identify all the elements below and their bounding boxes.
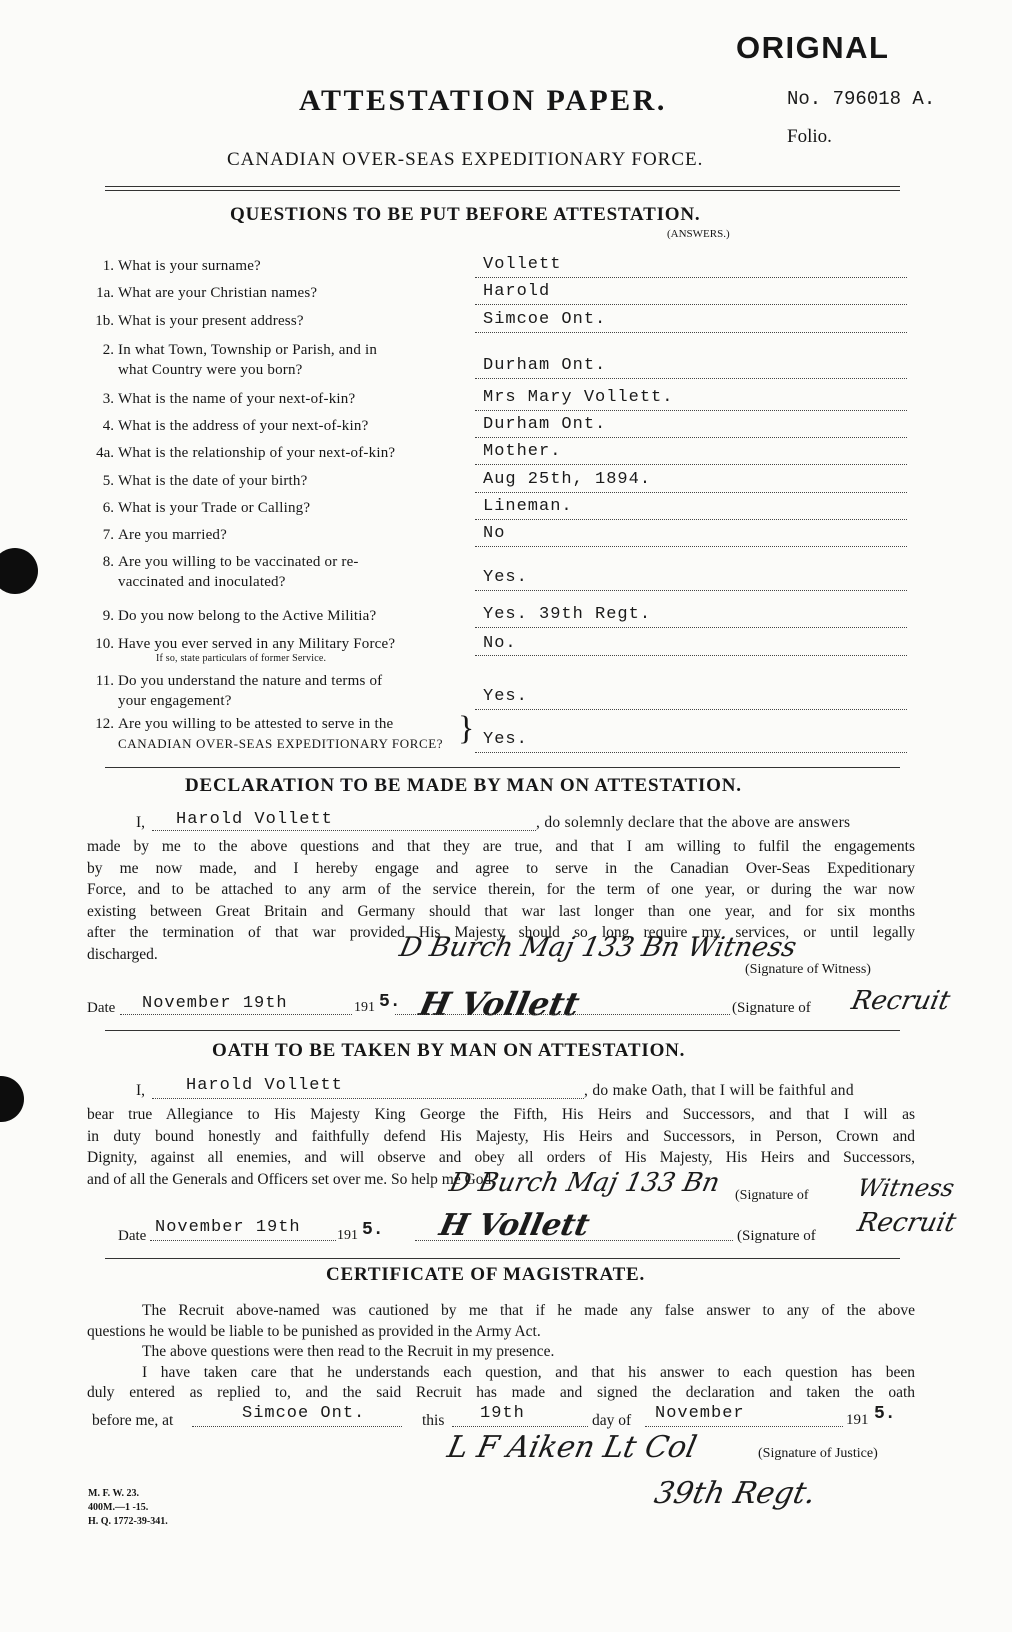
paragraph-line: bear true Allegiance to His Majesty King George the Fifth, His Heirs and Successors, and that I will as — [87, 1106, 915, 1123]
answer-field[interactable]: No. — [483, 634, 517, 653]
punch-hole-top — [0, 548, 38, 594]
question-text: Have you ever served in any Military Force? — [118, 636, 396, 652]
declaration-heading: DECLARATION TO BE MADE BY MAN ON ATTESTATION. — [185, 775, 742, 796]
oath-year-suffix: 5. — [362, 1220, 384, 1240]
question-text-continued: CANADIAN OVER-SEAS EXPEDITIONARY FORCE? — [118, 736, 444, 751]
paragraph-line: The Recruit above-named was cautioned by me that if he made any false answer to any of the above — [142, 1302, 915, 1319]
answer-field[interactable]: Yes. — [483, 687, 528, 706]
paragraph-line: questions he would be liable to be punished as provided in the Army Act. — [87, 1322, 541, 1340]
answer-line — [475, 410, 907, 411]
oath-recruit-signature: H Vollett — [436, 1208, 593, 1243]
oath-recruit-line — [415, 1240, 733, 1241]
declaration-date-value[interactable]: November 19th — [142, 994, 288, 1013]
declaration-name[interactable]: Harold Vollett — [176, 810, 333, 829]
certificate-before-me: before me, at — [92, 1412, 174, 1429]
punch-hole-bottom — [0, 1076, 24, 1122]
question-number: 4. — [102, 418, 114, 434]
answer-field[interactable]: Yes. — [483, 730, 528, 749]
declaration-year-suffix: 5. — [379, 992, 401, 1012]
answer-field[interactable]: Yes. 39th Regt. — [483, 605, 652, 624]
question-text-continued: what Country were you born? — [118, 362, 303, 378]
paragraph-line: Dignity, against all enemies, and will observe and obey all orders of His Majesty, His Heirs and Successors, — [87, 1149, 915, 1166]
question-text: Do you understand the nature and terms of — [118, 673, 383, 689]
certificate-divider — [105, 1258, 900, 1259]
answer-line — [475, 627, 907, 628]
answer-line — [475, 752, 907, 753]
answers-label: (ANSWERS.) — [667, 228, 730, 240]
declaration-line1-end: , do solemnly declare that the above are answers — [536, 814, 851, 831]
oath-witness-word: Witness — [855, 1174, 957, 1202]
question-number: 6. — [102, 500, 114, 516]
print-run: 400M.—1 -15. — [88, 1502, 149, 1513]
declaration-divider — [105, 767, 900, 768]
paragraph-line: Force, and to be attached to any arm of the service therein, for the term of one year, or during the war now — [87, 881, 915, 898]
brace-icon: } — [458, 710, 475, 747]
oath-witness-label: (Signature of — [735, 1188, 809, 1203]
header-divider — [105, 186, 900, 187]
question-number: 1b. — [95, 313, 114, 329]
question-number: 10. — [95, 636, 114, 652]
oath-prefix: I, — [136, 1082, 146, 1099]
question-text: What is the relationship of your next-of-kin? — [118, 445, 396, 461]
answer-field[interactable]: Mother. — [483, 442, 562, 461]
answer-line — [475, 332, 907, 333]
original-stamp: ORIGNAL — [736, 30, 890, 65]
answer-field[interactable]: Durham Ont. — [483, 415, 607, 434]
declaration-name-line — [152, 830, 536, 831]
oath-recruit-label: (Signature of — [737, 1228, 816, 1244]
certificate-day-of: day of — [592, 1412, 632, 1429]
oath-date-line — [150, 1240, 336, 1241]
answer-line — [475, 492, 907, 493]
paragraph-line: existing between Great Britain and Germany should that war last longer than one year, and for six months — [87, 902, 915, 920]
answer-field[interactable]: No — [483, 524, 506, 543]
justice-signature: L F Aiken Lt Col — [444, 1430, 700, 1465]
justice-note: 39th Regt. — [651, 1476, 819, 1511]
certificate-place-line — [192, 1426, 402, 1427]
answer-field[interactable]: Vollett — [483, 255, 562, 274]
oath-year-prefix: 191 — [337, 1228, 358, 1243]
question-number: 5. — [102, 473, 114, 489]
oath-heading: OATH TO BE TAKEN BY MAN ON ATTESTATION. — [212, 1040, 686, 1061]
question-number: 12. — [95, 716, 114, 732]
certificate-month[interactable]: November — [655, 1404, 745, 1423]
paragraph-line: The above questions were then read to the Recruit in my presence. — [142, 1343, 555, 1360]
paragraph-line: discharged. — [87, 945, 158, 963]
question-text: What are your Christian names? — [118, 285, 318, 301]
declaration-recruit-word: Recruit — [848, 986, 953, 1016]
question-text: Are you married? — [118, 527, 227, 543]
oath-name-line — [152, 1098, 584, 1099]
answer-field[interactable]: Simcoe Ont. — [483, 310, 607, 329]
oath-line1-end: , do make Oath, that I will be faithful and — [584, 1082, 854, 1099]
oath-date-value[interactable]: November 19th — [155, 1218, 301, 1237]
question-number: 2. — [102, 342, 114, 358]
answer-line — [475, 437, 907, 438]
question-text: Do you now belong to the Active Militia? — [118, 608, 377, 624]
answer-line — [475, 519, 907, 520]
question-number: 1. — [102, 258, 114, 274]
answer-field[interactable]: Harold — [483, 282, 551, 301]
page-title: ATTESTATION PAPER. — [299, 84, 667, 117]
paragraph-line: and of all the Generals and Officers set over me. So help me God. — [87, 1170, 496, 1188]
question-text: What is your surname? — [118, 258, 261, 274]
answer-field[interactable]: Durham Ont. — [483, 356, 607, 375]
declaration-recruit-label: (Signature of — [732, 1000, 811, 1016]
declaration-date-line — [120, 1014, 352, 1015]
question-text: What is the address of your next-of-kin? — [118, 418, 369, 434]
question-text-continued: your engagement? — [118, 693, 232, 709]
page-subtitle: CANADIAN OVER-SEAS EXPEDITIONARY FORCE. — [227, 149, 704, 170]
certificate-year-prefix: 191 — [846, 1412, 869, 1428]
question-text: Are you willing to be attested to serve in the — [118, 716, 394, 732]
paragraph-line: duly entered as replied to, and the said Recruit has made and signed the declaration and taken the oath — [87, 1384, 915, 1401]
certificate-month-line — [645, 1426, 843, 1427]
question-number: 4a. — [96, 445, 114, 461]
declaration-recruit-line — [395, 1014, 730, 1015]
answer-line — [475, 304, 907, 305]
question-text: What is the date of your birth? — [118, 473, 308, 489]
folio-label: Folio. — [787, 126, 832, 147]
oath-recruit-word: Recruit — [854, 1208, 959, 1238]
paragraph-line: made by me to the above questions and that they are true, and that I am willing to fulfil the engagements — [87, 838, 915, 855]
question-number: 3. — [102, 391, 114, 407]
question-text: In what Town, Township or Parish, and in — [118, 342, 378, 358]
answer-line — [475, 590, 907, 591]
certificate-day-line — [452, 1426, 588, 1427]
answer-line — [475, 709, 907, 710]
questions-heading: QUESTIONS TO BE PUT BEFORE ATTESTATION. — [230, 204, 701, 225]
declaration-witness-signature: D Burch Maj 133 Bn Witness — [396, 932, 800, 963]
answer-line — [475, 378, 907, 379]
answer-field[interactable]: Yes. — [483, 568, 528, 587]
question-number: 7. — [102, 527, 114, 543]
form-code: M. F. W. 23. — [88, 1488, 140, 1499]
declaration-recruit-signature: H Vollett — [415, 985, 583, 1023]
document-number: No. 796018 A. — [787, 88, 936, 110]
answer-line — [475, 655, 907, 656]
question-number: 11. — [95, 673, 114, 689]
declaration-date-label: Date — [87, 1000, 116, 1016]
certificate-this-label: this — [422, 1412, 445, 1429]
question-number: 8. — [102, 554, 114, 570]
justice-label: (Signature of Justice) — [758, 1446, 878, 1461]
answer-line — [475, 546, 907, 547]
question-text: Are you willing to be vaccinated or re- — [118, 554, 359, 570]
oath-date-label: Date — [118, 1228, 147, 1244]
paragraph-line: in duty bound honestly and faithfully defend His Majesty, His Heirs and Successors, in Person, Crown and — [87, 1127, 915, 1145]
header-divider-2 — [105, 190, 900, 191]
question-text: What is your Trade or Calling? — [118, 500, 311, 516]
question-number: 9. — [102, 608, 114, 624]
answer-field[interactable]: Mrs Mary Vollett. — [483, 388, 674, 407]
oath-name[interactable]: Harold Vollett — [186, 1076, 343, 1095]
certificate-place[interactable]: Simcoe Ont. — [242, 1404, 366, 1423]
question-text: What is your present address? — [118, 313, 304, 329]
oath-witness-signature: D Burch Maj 133 Bn — [446, 1168, 723, 1198]
declaration-witness-label: (Signature of Witness) — [745, 962, 871, 977]
certificate-heading: CERTIFICATE OF MAGISTRATE. — [326, 1264, 646, 1285]
question-note: If so, state particulars of former Service. — [156, 653, 327, 664]
paragraph-line: I have taken care that he understands each question, and that his answer to each question has been — [142, 1363, 915, 1381]
declaration-prefix: I, — [136, 814, 146, 831]
answer-line — [475, 277, 907, 278]
question-text-continued: vaccinated and inoculated? — [118, 574, 286, 590]
certificate-year-suffix: 5. — [874, 1404, 896, 1424]
question-text: What is the name of your next-of-kin? — [118, 391, 356, 407]
declaration-year-prefix: 191 — [354, 1000, 375, 1015]
hq-code: H. Q. 1772-39-341. — [88, 1516, 168, 1527]
question-number: 1a. — [96, 285, 114, 301]
paragraph-line: after the termination of that war provided His Majesty should so long require my services, or until legally — [87, 924, 915, 941]
answer-line — [475, 464, 907, 465]
answer-field[interactable]: Lineman. — [483, 497, 573, 516]
paragraph-line: by me now made, and I hereby engage and agree to serve in the Canadian Over-Seas Expeditionary — [87, 859, 915, 877]
certificate-day[interactable]: 19th — [480, 1404, 525, 1423]
answer-field[interactable]: Aug 25th, 1894. — [483, 470, 652, 489]
oath-divider — [105, 1030, 900, 1031]
